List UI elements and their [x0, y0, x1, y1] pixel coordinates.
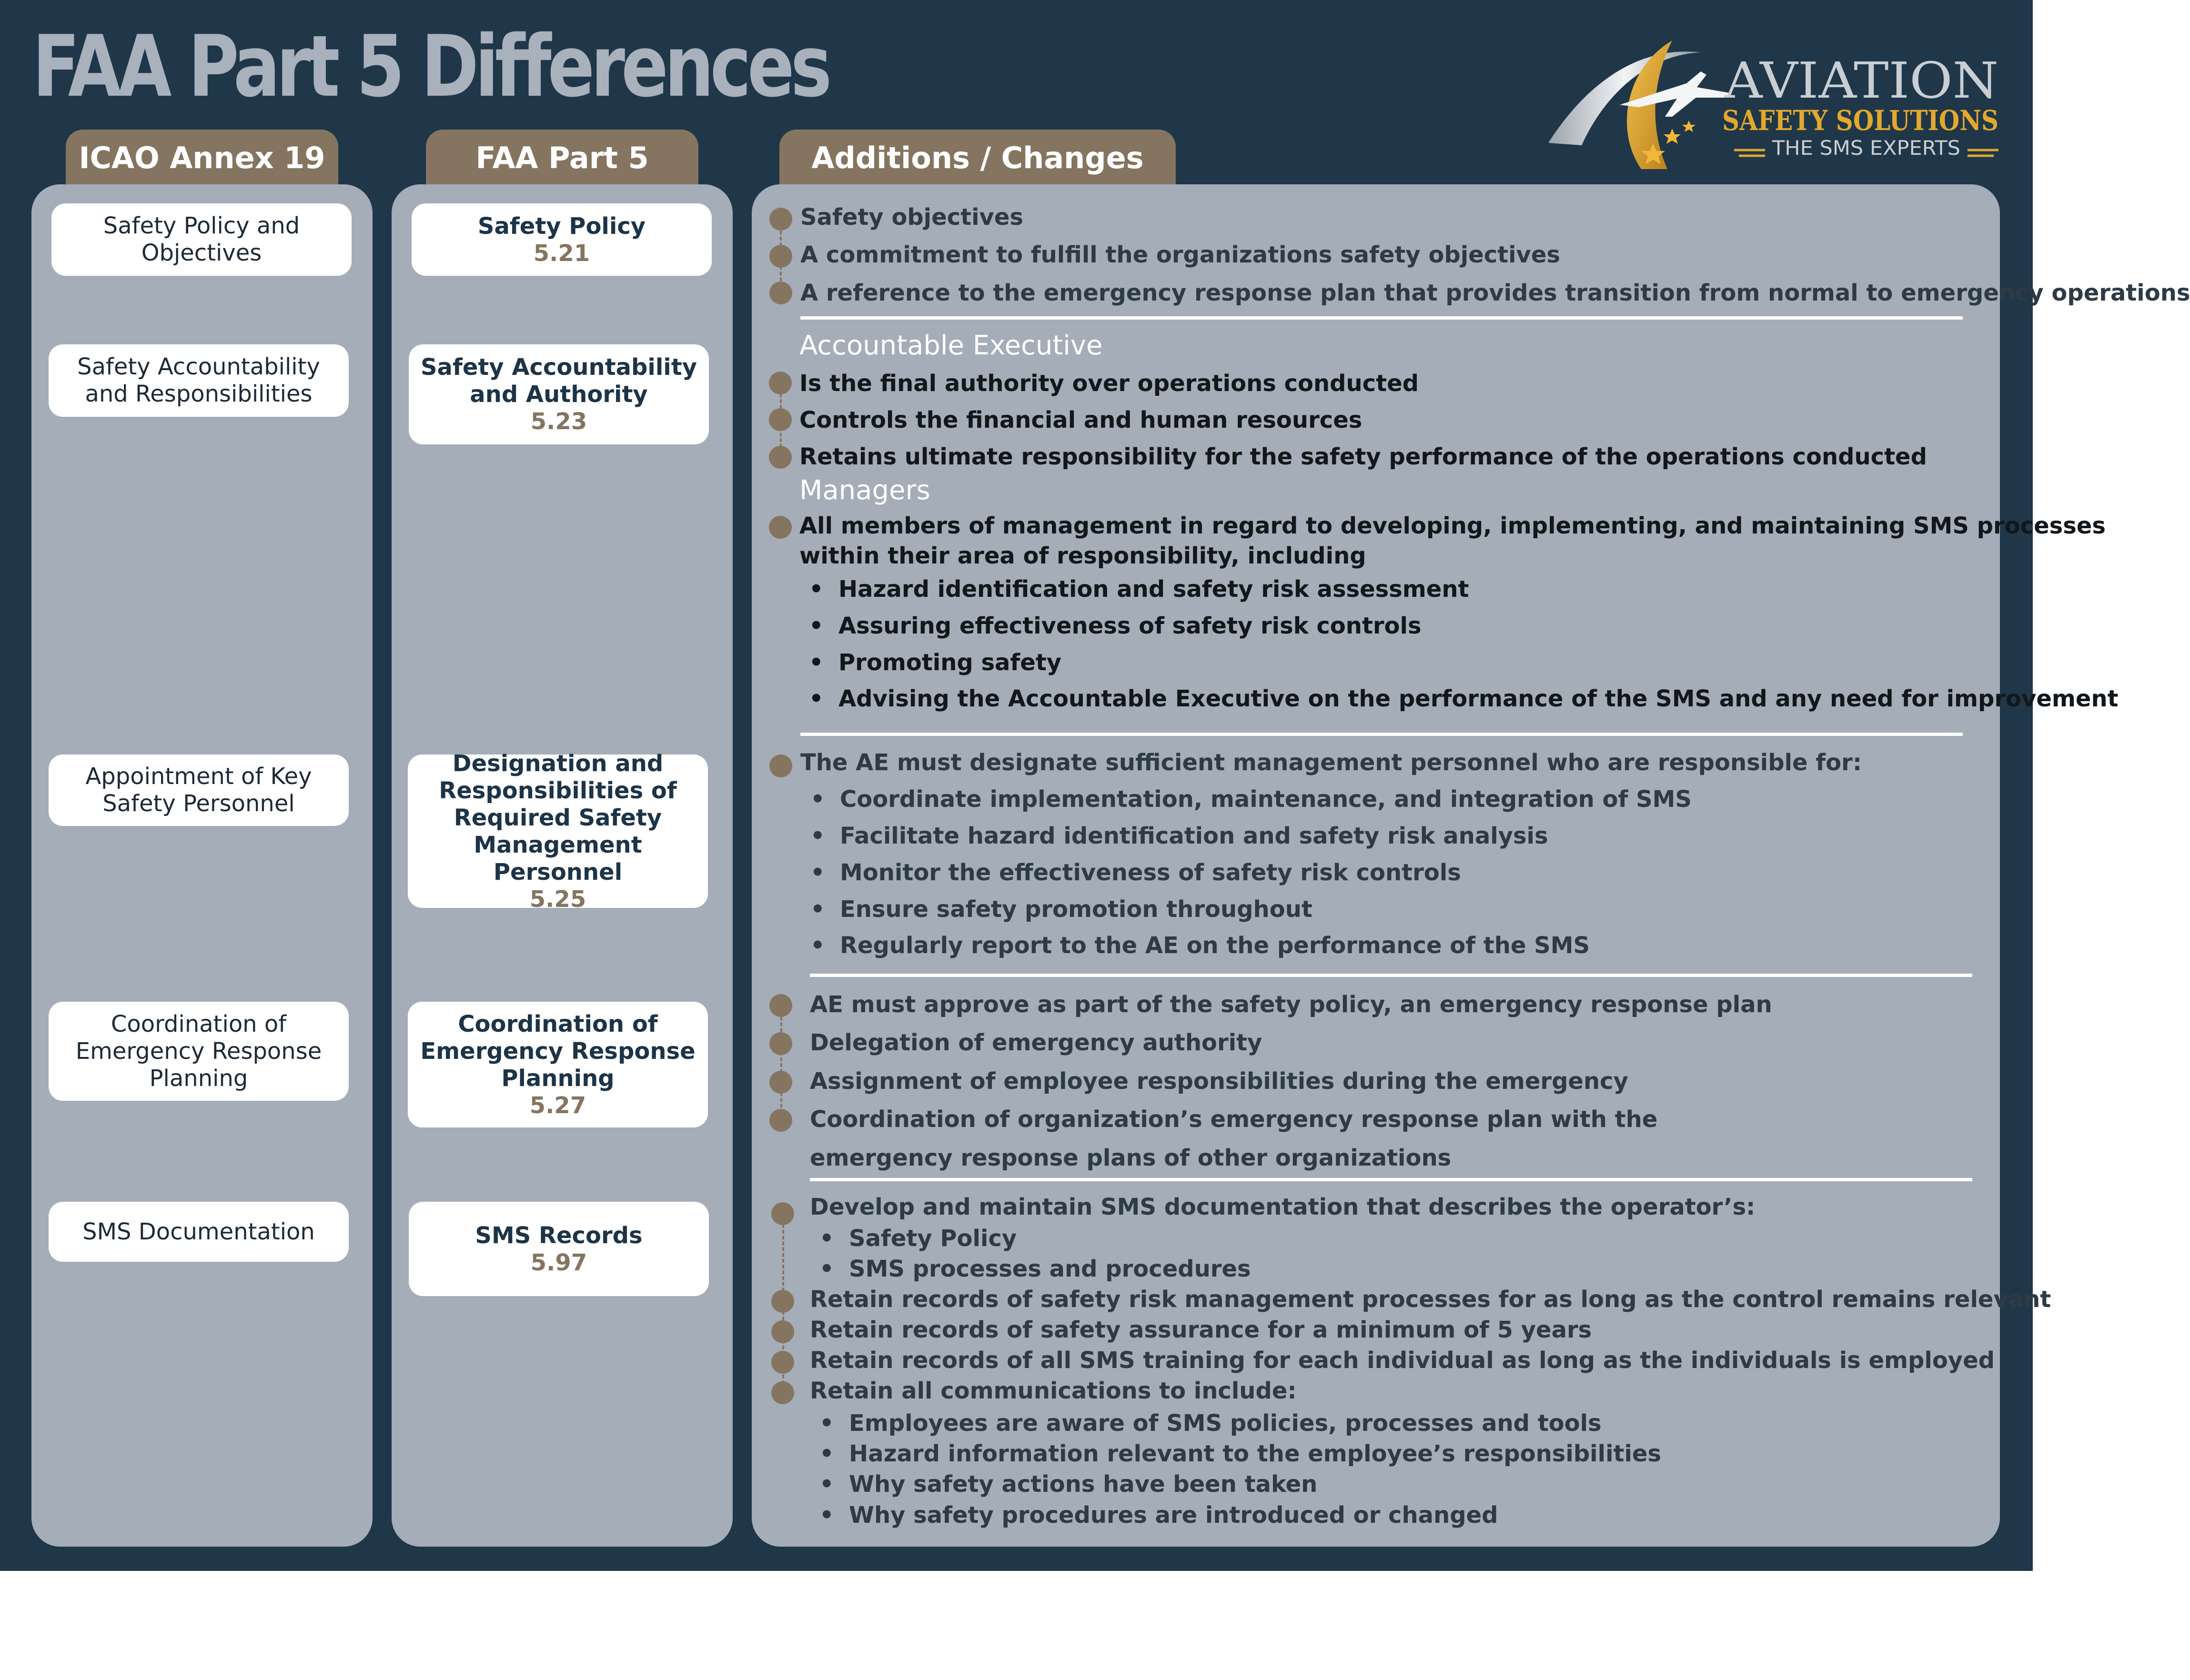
header-additions-changes: Additions / Changes [779, 130, 1176, 187]
s3-bullet: • Facilitate hazard identification and safety risk analysis [840, 822, 1548, 850]
bullet-dot [769, 408, 792, 431]
divider [800, 733, 1963, 736]
divider [810, 1178, 1972, 1181]
s5-comm-bullet: • Employees are aware of SMS policies, processes and tools [849, 1409, 1602, 1438]
logo-line1: AVIATION [1724, 51, 1998, 110]
s4-item: Delegation of emergency authority [810, 1029, 1262, 1056]
bullet-dot [769, 1032, 792, 1055]
divider [800, 316, 1963, 320]
s3-bullet: • Coordinate implementation, maintenance, and integration of SMS [840, 785, 1692, 814]
managers-bullet: • Promoting safety [838, 648, 1061, 677]
faa-item-5-27: Coordination of Emergency Response Planning 5.27 [408, 1002, 708, 1127]
page-title: FAA Part 5 Differences [32, 17, 828, 116]
bullet-dot [769, 1109, 792, 1132]
bullet-dot [771, 1290, 794, 1313]
s5-item: Retain all communications to include: [810, 1378, 1297, 1404]
divider [810, 974, 1972, 977]
s5-lead-bullet: • Safety Policy [849, 1224, 1017, 1253]
icao-item-sms-documentation: SMS Documentation [49, 1202, 349, 1262]
bullet-dot [769, 208, 792, 231]
ae-item: Controls the financial and human resources [799, 407, 1362, 433]
s4-item: Assignment of employee responsibilities during the emergency [810, 1068, 1628, 1095]
bullet-dot [769, 282, 792, 304]
heading-accountable-executive: Accountable Executive [799, 330, 1103, 361]
logo-line2: SAFETY SOLUTIONS [1722, 104, 1998, 137]
icao-item-key-personnel: Appointment of Key Safety Personnel [49, 754, 349, 826]
icao-item-safety-accountability: Safety Accountability and Responsibilities [49, 344, 349, 417]
heading-managers: Managers [799, 475, 930, 506]
bullet-dot [769, 994, 792, 1017]
faa-item-5-21: Safety Policy 5.21 [412, 203, 712, 276]
s3-bullet: • Monitor the effectiveness of safety risk controls [840, 858, 1461, 887]
s5-item: Retain records of safety risk management processes for as long as the control remains relevant [810, 1286, 2051, 1313]
icao-item-safety-policy: Safety Policy and Objectives [51, 203, 352, 276]
s5-comm-bullet: • Why safety procedures are introduced or changed [849, 1501, 1498, 1529]
s4-item: Coordination of organization’s emergency response plan with the [810, 1106, 1658, 1133]
managers-text: within their area of responsibility, including [799, 543, 1366, 569]
bullet-dot [771, 1320, 794, 1343]
managers-bullet: • Assuring effectiveness of safety risk controls [838, 612, 1422, 640]
s5-comm-bullet: • Hazard information relevant to the employee’s responsibilities [849, 1439, 1661, 1468]
s5-lead-bullet: • SMS processes and procedures [849, 1255, 1251, 1283]
bullet-dot [769, 516, 792, 539]
bullet-dot [769, 1071, 792, 1094]
ae-item: Retains ultimate responsibility for the safety performance of the operations conducted [799, 443, 1927, 470]
bullet-dot [771, 1202, 794, 1225]
icao-item-emergency-response: Coordination of Emergency Response Planning [49, 1002, 349, 1101]
s4-item: AE must approve as part of the safety policy, an emergency response plan [810, 991, 1772, 1018]
s1-item: A reference to the emergency response plan that provides transition from normal to emergency operations [800, 280, 2190, 306]
s1-item: Safety objectives [800, 204, 1023, 231]
managers-text: All members of management in regard to developing, implementing, and maintaining SMS processes [799, 513, 2106, 539]
s5-comm-bullet: • Why safety actions have been taken [849, 1470, 1317, 1499]
bullet-dot [769, 372, 792, 394]
bullet-dot [769, 245, 792, 268]
bullet-dot [769, 754, 792, 777]
faa-item-5-25: Designation and Responsibilities of Required Safety Management Personnel 5.25 [408, 754, 708, 908]
bullet-dot [771, 1381, 794, 1404]
s5-item: Retain records of all SMS training for each individual as long as the individuals is employed [810, 1347, 1995, 1374]
star-icon-2 [1664, 129, 1681, 144]
managers-bullet: • Hazard identification and safety risk assessment [838, 575, 1469, 604]
s4-item: emergency response plans of other organizations [810, 1145, 1452, 1171]
s3-bullet: • Ensure safety promotion throughout [840, 895, 1312, 924]
header-icao-annex-19: ICAO Annex 19 [66, 130, 338, 187]
ae-item: Is the final authority over operations conducted [799, 370, 1419, 397]
bullet-dot [771, 1351, 794, 1374]
faa-item-5-97: SMS Records 5.97 [409, 1202, 709, 1296]
s5-item: Retain records of safety assurance for a minimum of 5 years [810, 1317, 1592, 1343]
aviation-safety-solutions-logo [1529, 26, 2001, 179]
star-icon-3 [1682, 121, 1695, 132]
faa-item-5-23: Safety Accountability and Authority 5.23 [409, 344, 709, 444]
managers-bullet: • Advising the Accountable Executive on the performance of the SMS and any need for improvement [838, 684, 2119, 713]
bullet-dot [769, 446, 792, 469]
s3-bullet: • Regularly report to the AE on the performance of the SMS [840, 931, 1590, 960]
s5-lead: Develop and maintain SMS documentation that describes the operator’s: [810, 1194, 1756, 1220]
header-faa-part-5: FAA Part 5 [426, 130, 698, 187]
logo-line3: THE SMS EXPERTS [1771, 136, 1960, 160]
s1-item: A commitment to fulfill the organizations safety objectives [800, 241, 1560, 268]
s3-lead: The AE must designate sufficient management personnel who are responsible for: [800, 749, 1862, 776]
